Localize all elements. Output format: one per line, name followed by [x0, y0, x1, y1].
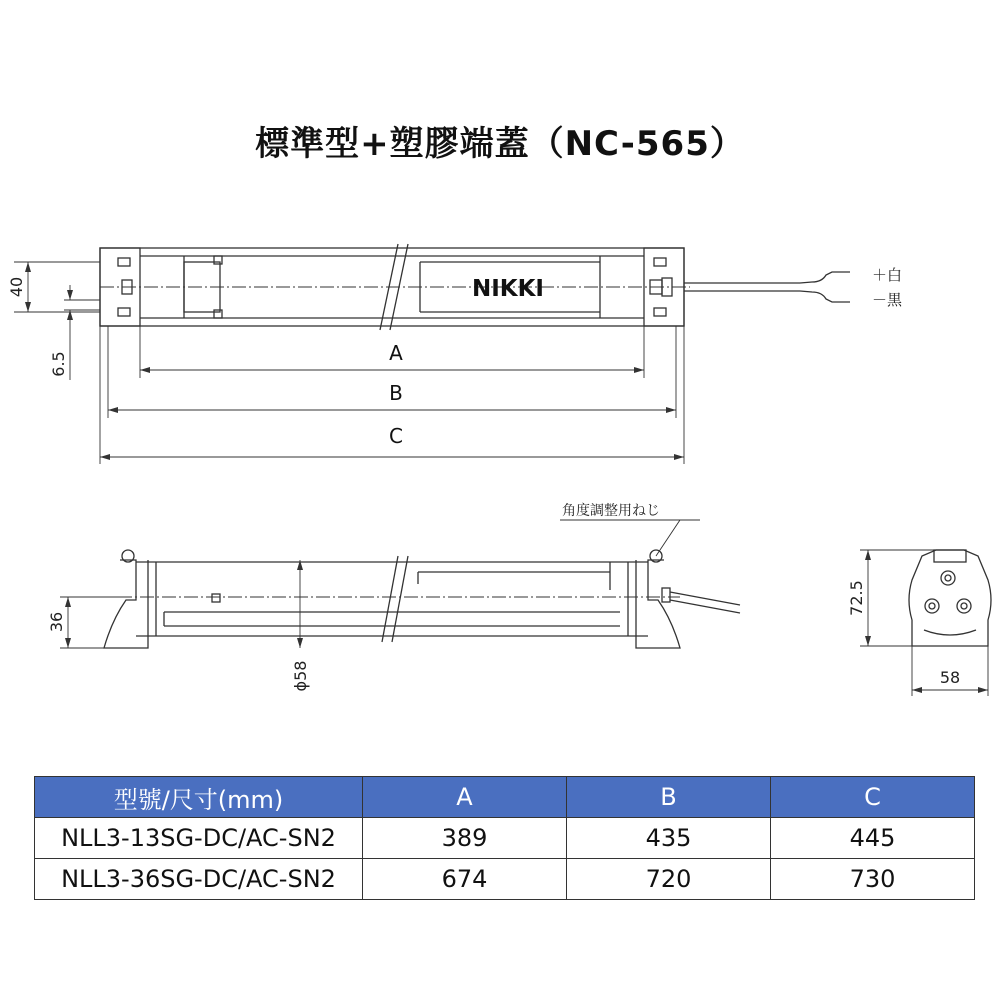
dim-label-c: C — [389, 424, 403, 448]
side-view — [60, 520, 740, 648]
end-view — [860, 550, 991, 696]
cell-model: NLL3-36SG-DC/AC-SN2 — [35, 859, 363, 900]
wire-positive-label: ＋白 — [872, 266, 903, 284]
cell-b: 435 — [567, 818, 771, 859]
table-row — [35, 818, 975, 859]
header-c: C — [771, 777, 975, 818]
dim-label-b: B — [389, 381, 403, 405]
header-a: A — [363, 777, 567, 818]
header-b: B — [567, 777, 771, 818]
wire-negative-label: －黒 — [872, 291, 903, 309]
dim-label-width-58: 58 — [939, 668, 961, 687]
screw-note: 角度調整用ねじ — [562, 503, 660, 519]
dim-label-40: 40 — [7, 276, 26, 298]
cell-a: 674 — [363, 859, 567, 900]
cell-a: 389 — [363, 818, 567, 859]
dim-label-36: 36 — [47, 611, 66, 633]
table-header-row — [35, 777, 975, 818]
table-row — [35, 859, 975, 900]
cell-model: NLL3-13SG-DC/AC-SN2 — [35, 818, 363, 859]
top-view — [14, 244, 850, 464]
dim-label-a: A — [389, 341, 403, 365]
cell-b: 720 — [567, 859, 771, 900]
spec-table — [34, 776, 975, 900]
page-title: 標準型+塑膠端蓋（NC-565） — [255, 124, 745, 164]
header-model-size: 型號/尺寸(mm) — [35, 777, 363, 818]
dim-label-phi58: ϕ58 — [291, 660, 310, 692]
cell-c: 445 — [771, 818, 975, 859]
cell-c: 730 — [771, 859, 975, 900]
nikki-logo: NIKKI — [471, 276, 545, 302]
dim-label-6-5: 6.5 — [49, 351, 68, 377]
dim-label-72-5: 72.5 — [847, 580, 866, 616]
